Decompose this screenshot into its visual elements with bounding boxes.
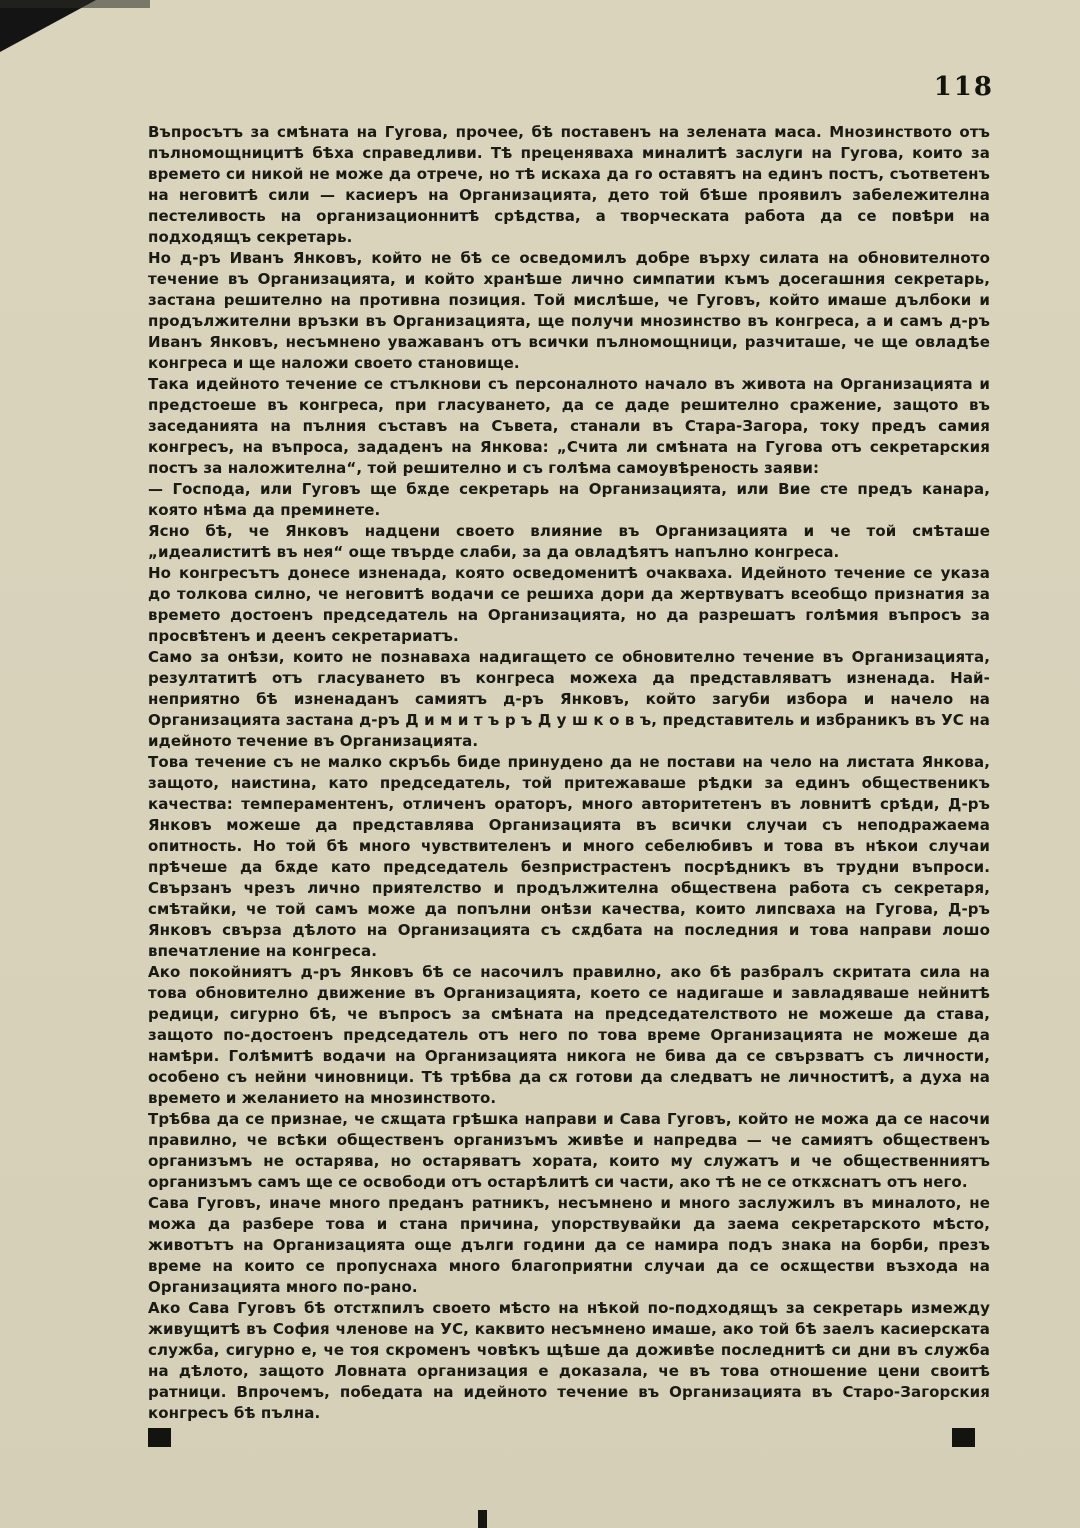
paragraph: Ако покойниятъ д-ръ Янковъ бѣ се насочилъ правилно, ако бѣ разбралъ скритата сила на това обновително движение въ Организацията, което се надигаше и завладяваше нейнитѣ редици, сигурно бѣ, че въпросъ за смѣната на председателството не можеше да става, защото по-достоенъ председатель отъ него по това време Организацията не можеше да намѣри. Голѣмитѣ водачи на Организацията никога не бива да се свързватъ съ личности, особено съ нейни чиновници. Тѣ трѣбва да сѫ готови да следватъ не личноститѣ, а духа на времето и желанието на мнозинството. (148, 963, 990, 1107)
paragraph: Но д-ръ Иванъ Янковъ, който не бѣ се осведомилъ добре върху силата на обновителното течение въ Организацията, и който хранѣше лично симпатии къмъ досегашния секретарь, застана решително на противна позиция. Той мислѣше, че Гуговъ, който имаше дълбоки и продължителни връзки въ Организацията, ще получи мнозинство въ конгреса, а и самъ д-ръ Иванъ Янковъ, несъмнено уважаванъ отъ всички пълномощници, разчиташе, че ще овладѣе конгреса и ще наложи своето становище. (148, 249, 990, 372)
paragraph: Така идейното течение се стълкнови съ персоналното начало въ живота на Организацията и предстоеше въ конгреса, при гласуването, да се даде решително сражение, защото въ заседанията на пълния съставъ на Съвета, станали въ Стара-Загора, току предъ самия конгресъ, на въпроса, зададенъ на Янкова: „Счита ли смѣната на Гугова отъ секретарския постъ за наложителна“, той решително и съ голѣма самоувѣреность заяви: (148, 375, 990, 477)
page-number: 118 (933, 72, 994, 102)
paragraph: Трѣбва да се признае, че сѫщата грѣшка направи и Сава Гуговъ, който не можа да се насочи правилно, че всѣки общественъ организъмъ живѣе и напредва — че самиятъ общественъ организъмъ не остарява, но остаряватъ хората, които му служатъ и че общественниятъ организъмъ самъ ще се освободи отъ остарѣлитѣ си части, ако тѣ не се откѫснатъ отъ него. (148, 1110, 990, 1191)
paragraph: Това течение съ не малко скръбь биде принудено да не постави на чело на листата Янкова, защото, наистина, като председатель, той притежаваше рѣдки за единъ общественикъ качества: темпераментенъ, отличенъ ораторъ, много авторитетенъ въ ловнитѣ срѣди, Д-ръ Янковъ можеше да представлява Организацията въ всички случаи съ неподражаема опитность. Но той бѣ много чувствителенъ и много себелюбивъ и това въ нѣкои случаи прѣчеше да бѫде като председатель безпристрастенъ посрѣдникъ въ трудни въпроси. Свързанъ чрезъ лично приятелство и продължителна обществена работа съ секретаря, смѣтайки, че той самъ може да попълни онѣзи качества, които липсваха на Гугова, Д-ръ Янковъ свърза дѣлото на Организацията съ сѫдбата на последния и това направи лошо впечатление на конгреса. (148, 753, 990, 960)
paragraph: Въпросътъ за смѣната на Гугова, прочее, бѣ поставенъ на зелената маса. Мнозинството отъ пълномощницитѣ бѣха справедливи. Тѣ преценяваха миналитѣ заслуги на Гугова, които за времето си никой не може да отрече, но тѣ искаха да го оставятъ на единъ постъ, съответенъ на неговитѣ сили — касиеръ на Организацията, дето той бѣше проявилъ забележителна пестеливость на организационнитѣ срѣдства, а творческата работа да се повѣри на подходящъ секретарь. (148, 123, 990, 246)
paragraph: Само за онѣзи, които не познаваха надигащето се обновително течение въ Организацията, резултатитѣ отъ гласуването въ конгреса можеха да представляватъ изненада. Най-неприятно бѣ изненаданъ самиятъ д-ръ Янковъ, който загуби избора и начело на Организацията застана д-ръ Д и м и т ъ р ъ Д у ш к о в ъ, представитель и избраникъ въ УС на идейното течение въ Организацията. (148, 648, 990, 750)
text-block (148, 122, 990, 1424)
paragraph: — Господа, или Гуговъ ще бѫде секретарь на Организацията, или Вие сте предъ канара, която нѣма да преминете. (148, 480, 990, 519)
registration-mark-right (952, 1428, 975, 1447)
paragraph: Сава Гуговъ, иначе много преданъ ратникъ, несъмнено и много заслужилъ въ миналото, не можа да разбере това и стана причина, упорствувайки да заема секретарското мѣсто, животътъ на Организацията още дълги години да се намира подъ знака на борби, презъ време на които се пропуснаха много благоприятни случаи да се осѫществи възхода на Организацията много по-рано. (148, 1194, 990, 1296)
paragraph: Ако Сава Гуговъ бѣ отстѫпилъ своето мѣсто на нѣкой по-подходящъ за секретарь измежду живущитѣ въ София членове на УС, каквито несъмнено имаше, ако той бѣ заелъ касиерската служба, сигурно е, че тоя скроменъ човѣкъ щѣше да доживѣе последнитѣ си дни въ служба на дѣлото, защото Ловната организация е доказала, че въ това отношение цени своитѣ ратници. Впрочемъ, победата на идейното течение въ Организацията въ Старо-Загорския конгресъ бѣ пълна. (148, 1299, 990, 1422)
scan-top-edge-artifact (0, 0, 150, 8)
scan-bottom-artifact (478, 1510, 487, 1528)
paragraph: Но конгресътъ донесе изненада, която осведоменитѣ очакваха. Идейното течение се указа до толкова силно, че неговитѣ водачи се решиха дори да жертвуватъ всеобщо признатия за времето достоенъ председатель на Организацията, но да разрешатъ голѣмия въпросъ за просвѣтенъ и деенъ секретариатъ. (148, 564, 990, 645)
registration-mark-left (148, 1428, 171, 1447)
paragraph: Ясно бѣ, че Янковъ надцени своето влияние въ Организацията и че той смѣташе „идеалиститѣ въ нея“ още твърде слаби, за да овладѣятъ напълно конгреса. (148, 522, 990, 561)
